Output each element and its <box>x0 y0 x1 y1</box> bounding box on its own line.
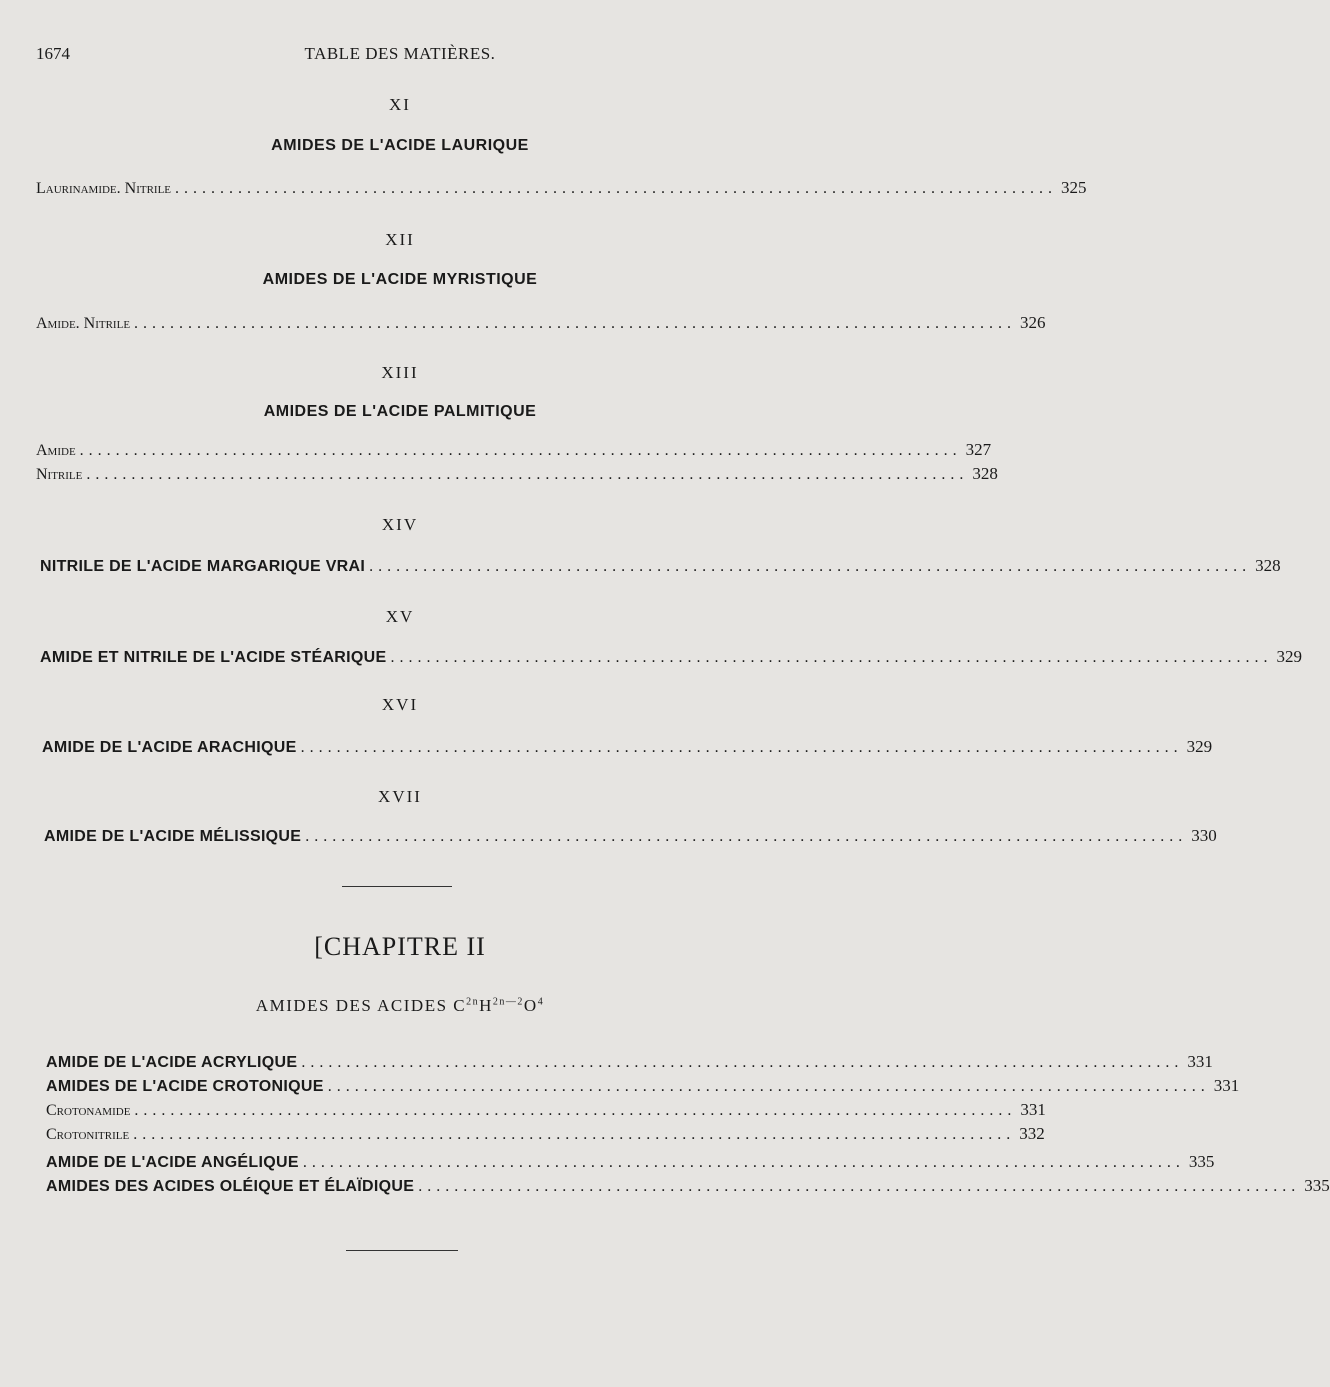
entry-page-number: 331 <box>1187 1052 1213 1071</box>
leader-dots: .................................................................................................. <box>175 180 1058 197</box>
toc-entry-crotonitrile <box>46 1124 1045 1146</box>
toc-entry-margarique <box>40 556 1281 578</box>
section-title-palmitique: AMIDES DE L'ACIDE PALMITIQUE <box>263 403 537 420</box>
formula-superscript: 2n—2 <box>492 996 524 1008</box>
entry-label: Amide. Nitrile <box>36 315 131 332</box>
leader-dots: .................................................................................................. <box>390 649 1273 666</box>
toc-entry-myristique-amide <box>36 313 1046 335</box>
leader-dots: .................................................................................................. <box>133 1126 1016 1143</box>
chapter-subtitle <box>0 996 800 1016</box>
leader-dots: .................................................................................................. <box>79 442 962 459</box>
toc-entry-stearique <box>40 647 1302 669</box>
entry-label: AMIDES DES ACIDES OLÉIQUE ET ÉLAÏDIQUE <box>46 1178 415 1195</box>
entry-label: AMIDE DE L'ACIDE MÉLISSIQUE <box>44 828 302 845</box>
entry-page-number: 326 <box>1020 313 1046 332</box>
section-number-xv: XV <box>385 607 415 626</box>
toc-entry-arachique <box>42 737 1213 759</box>
leader-dots: .................................................................................................. <box>327 1078 1210 1095</box>
entry-label: AMIDES DE L'ACIDE CROTONIQUE <box>46 1078 324 1095</box>
toc-entry-crotonamide <box>46 1100 1046 1122</box>
formula-text: H <box>479 996 493 1015</box>
entry-page-number: 335 <box>1304 1176 1330 1195</box>
entry-label: AMIDE DE L'ACIDE ACRYLIQUE <box>46 1054 298 1071</box>
leader-dots: .................................................................................................. <box>300 739 1183 756</box>
entry-page-number: 331 <box>1020 1100 1046 1119</box>
formula-text: O <box>523 996 538 1015</box>
page-number: 1674 <box>36 44 70 63</box>
entry-page-number: 328 <box>972 464 998 483</box>
toc-entry-crotonique <box>46 1076 1240 1098</box>
entry-label: Laurinamide. Nitrile <box>36 180 172 197</box>
entry-page-number: 328 <box>1255 556 1281 575</box>
section-number-xvii: XVII <box>378 787 422 806</box>
entry-page-number: 325 <box>1061 178 1087 197</box>
entry-label: NITRILE DE L'ACIDE MARGARIQUE VRAI <box>40 558 366 575</box>
leader-dots: .................................................................................................. <box>302 1154 1185 1171</box>
subtitle-text: AMIDES DES ACIDES C <box>255 996 467 1015</box>
section-title-myristique: AMIDES DE L'ACIDE MYRISTIQUE <box>262 271 538 288</box>
toc-entry-palmitique-amide <box>36 440 992 462</box>
entry-label: AMIDE DE L'ACIDE ARACHIQUE <box>42 739 297 756</box>
entry-label: Crotonitrile <box>46 1126 130 1143</box>
entry-label: AMIDE DE L'ACIDE ANGÉLIQUE <box>46 1154 299 1171</box>
entry-label: AMIDE ET NITRILE DE L'ACIDE STÉARIQUE <box>40 649 387 666</box>
toc-entry-angelique <box>46 1152 1215 1174</box>
end-divider <box>346 1250 458 1251</box>
leader-dots: .................................................................................................. <box>418 1178 1301 1195</box>
section-number-xii: XII <box>385 230 415 249</box>
formula-superscript: 4 <box>537 996 545 1008</box>
leader-dots: .................................................................................................. <box>134 1102 1017 1119</box>
section-divider <box>342 886 452 887</box>
section-title-laurique: AMIDES DE L'ACIDE LAURIQUE <box>271 137 529 154</box>
leader-dots: .................................................................................................. <box>305 828 1188 845</box>
entry-label: Nitrile <box>36 466 83 483</box>
entry-page-number: 329 <box>1186 737 1213 756</box>
toc-entry-palmitique-nitrile <box>36 464 998 486</box>
toc-entry-oleique <box>46 1176 1330 1198</box>
section-number-xiii: XIII <box>381 363 419 382</box>
toc-entry-laurinamide <box>36 178 1087 200</box>
entry-label: Crotonamide <box>46 1102 131 1119</box>
entry-page-number: 331 <box>1213 1076 1240 1095</box>
running-header-title: TABLE DES MATIÈRES. <box>304 44 496 63</box>
chapter-title: [CHAPITRE II <box>314 932 486 961</box>
leader-dots: .................................................................................................. <box>86 466 969 483</box>
entry-page-number: 332 <box>1019 1124 1045 1143</box>
toc-entry-melissique <box>44 826 1217 848</box>
entry-page-number: 335 <box>1188 1152 1215 1171</box>
leader-dots: .................................................................................................. <box>301 1054 1184 1071</box>
section-number-xvi: XVI <box>381 695 419 714</box>
entry-label: Amide <box>36 442 76 459</box>
section-number-xiv: XIV <box>381 515 419 534</box>
entry-page-number: 330 <box>1191 826 1217 845</box>
entry-page-number: 327 <box>965 440 992 459</box>
section-number-xi: XI <box>389 95 411 114</box>
toc-entry-acrylique <box>46 1052 1213 1074</box>
entry-page-number: 329 <box>1276 647 1302 666</box>
leader-dots: .................................................................................................. <box>134 315 1017 332</box>
formula-superscript: 2n <box>466 996 480 1008</box>
leader-dots: .................................................................................................. <box>369 558 1252 575</box>
